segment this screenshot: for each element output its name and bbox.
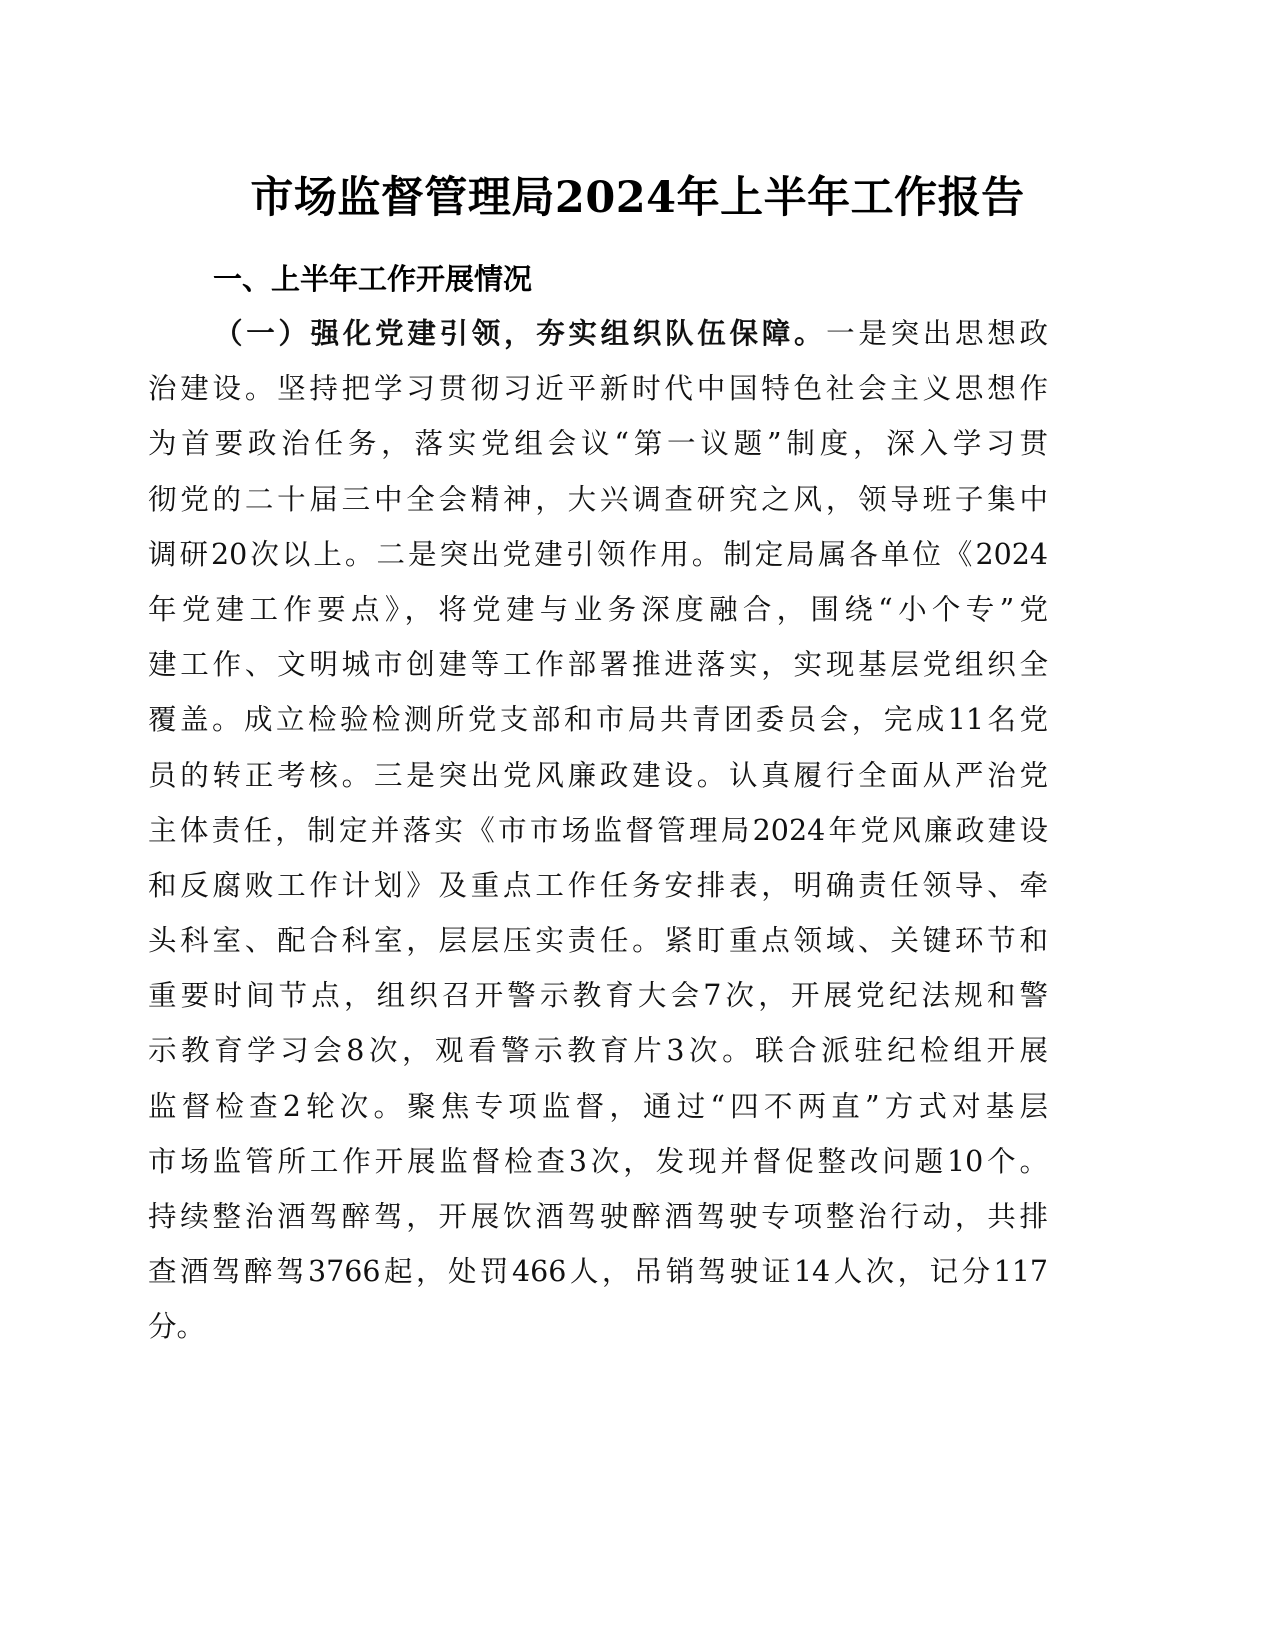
- paragraph-line: 调研20次以上。二是突出党建引领作用。制定局属各单位《2024: [148, 537, 1048, 571]
- paragraph-line: 员的转正考核。三是突出党风廉政建设。认真履行全面从严治党: [148, 758, 1048, 792]
- paragraph-line: 和反腐败工作计划》及重点工作任务安排表，明确责任领导、牵: [148, 868, 1048, 902]
- paragraph-line: 分。: [148, 1310, 206, 1344]
- paragraph-line-text: 一是突出思想政: [826, 317, 1048, 350]
- paragraph-line: 示教育学习会8次，观看警示教育片3次。联合派驻纪检组开展: [148, 1034, 1048, 1068]
- paragraph-line: 为首要政治任务，落实党组会议“第一议题”制度，深入学习贯: [148, 427, 1048, 461]
- paragraph-line: 年党建工作要点》，将党建与业务深度融合，围绕“小个专”党: [148, 592, 1048, 626]
- body-paragraph: [148, 306, 1048, 1355]
- paragraph-line: 监督检查2轮次。聚焦专项监督，通过“四不两直”方式对基层: [148, 1089, 1048, 1123]
- paragraph-line: 建工作、文明城市创建等工作部署推进落实，实现基层党组织全: [148, 648, 1048, 682]
- paragraph-line: 主体责任，制定并落实《市市场监督管理局2024年党风廉政建设: [148, 813, 1048, 847]
- paragraph-line: 重要时间节点，组织召开警示教育大会7次，开展党纪法规和警: [148, 979, 1048, 1013]
- paragraph-line: 持续整治酒驾醉驾，开展饮酒驾驶醉酒驾驶专项整治行动，共排: [148, 1200, 1048, 1233]
- paragraph-subheading: （一）强化党建引领，夯实组织队伍保障。: [214, 317, 827, 350]
- document-title: 市场监督管理局2024年上半年工作报告: [250, 173, 1025, 223]
- section-heading: 一、上半年工作开展情况: [213, 262, 533, 296]
- paragraph-line: [148, 306, 1048, 361]
- paragraph-line: 治建设。坚持把学习贯彻习近平新时代中国特色社会主义思想作: [148, 372, 1048, 406]
- paragraph-line: 市场监管所工作开展监督检查3次，发现并督促整改问题10个。: [148, 1144, 1048, 1178]
- paragraph-line: 头科室、配合科室，层层压实责任。紧盯重点领域、关键环节和: [148, 924, 1048, 958]
- paragraph-line: 覆盖。成立检验检测所党支部和市局共青团委员会，完成11名党: [148, 703, 1048, 737]
- paragraph-line: 彻党的二十届三中全会精神，大兴调查研究之风，领导班子集中: [148, 482, 1048, 516]
- paragraph-line: 查酒驾醉驾3766起，处罚466人，吊销驾驶证14人次，记分117: [148, 1255, 1048, 1289]
